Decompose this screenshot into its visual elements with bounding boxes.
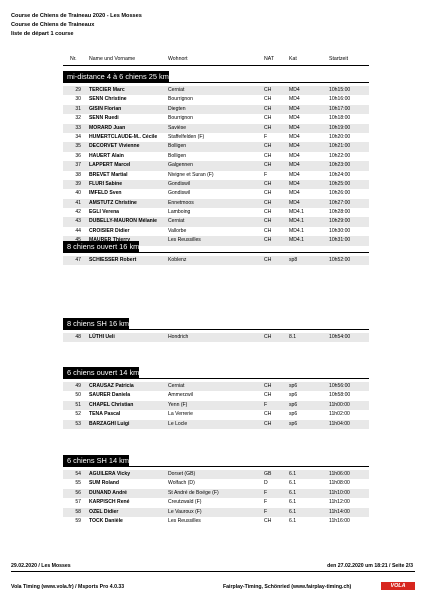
cell-name: BREVET Martial <box>89 171 128 178</box>
cell-nat: F <box>264 508 268 515</box>
cell-kat: 8.1 <box>289 334 297 340</box>
cell-kat: MD4.1 <box>289 237 305 244</box>
cell-nat: CH <box>264 190 272 197</box>
cell-kat: MD4 <box>289 152 300 159</box>
section-rule <box>63 82 369 83</box>
cell-name: SCHIESSER Robert <box>89 257 137 263</box>
section-rule <box>63 466 369 467</box>
cell-name: EGLI Verena <box>89 209 120 216</box>
cell-name: SENN Ruedi <box>89 115 119 122</box>
footer-date-place: 29.02.2020 / Les Mosses <box>11 563 71 569</box>
cell-nat: F <box>264 489 268 496</box>
cell-nr: 59 <box>75 517 81 524</box>
cell-nr: 56 <box>75 489 81 496</box>
table-row <box>63 517 369 526</box>
cell-nr: 57 <box>75 499 81 506</box>
cell-start: 10h25:00 <box>329 180 351 187</box>
cell-nat: CH <box>264 199 272 206</box>
cell-kat: MD4 <box>289 162 300 169</box>
cell-kat: MD4 <box>289 199 300 206</box>
cell-nat: CH <box>264 334 272 340</box>
section-rows <box>63 86 369 246</box>
cell-ort: Bolligen <box>168 152 187 159</box>
cell-start: 10h28:00 <box>329 209 351 216</box>
cell-ort: Hondrich <box>168 334 189 340</box>
cell-start: 11h16:00 <box>329 517 350 524</box>
cell-kat: MD4 <box>289 105 300 112</box>
cell-kat: 6.1 <box>289 480 297 487</box>
cell-name: OZEL Didier <box>89 508 119 515</box>
cell-nat: CH <box>264 180 272 187</box>
cell-start: 11h10:00 <box>329 489 350 496</box>
cell-name: MORARD Juan <box>89 124 126 131</box>
cell-name: DUBELLY-MAURON Mélanie <box>89 218 158 225</box>
table-row <box>63 479 369 488</box>
cell-ort: Cerniat <box>168 383 185 389</box>
cell-start: 10h56:00 <box>329 383 351 389</box>
cell-name: LÜTHI Ueli <box>89 334 115 340</box>
section-title: 8 chiens SH 16 km <box>63 318 129 329</box>
table-row <box>63 142 369 151</box>
footer-timestamp: den 27.02.2020 um 18:21 / Seite 2/3 <box>327 563 413 569</box>
cell-start: 10h22:00 <box>329 152 351 159</box>
cell-nr: 53 <box>75 420 81 427</box>
cell-nr: 51 <box>75 401 81 408</box>
cell-nr: 33 <box>75 124 81 131</box>
cell-start: 10h15:00 <box>329 87 351 93</box>
cell-ort: Cerniat <box>168 218 185 225</box>
cell-nr: 43 <box>75 218 81 225</box>
table-row <box>63 86 369 95</box>
cell-ort: La Verrerie <box>168 411 193 418</box>
cell-nat: CH <box>264 143 272 150</box>
table-row <box>63 410 369 419</box>
cell-start: 10h27:00 <box>329 199 351 206</box>
vola-logo: VOLA <box>381 582 415 590</box>
cell-name: BARZAGHI Luigi <box>89 420 130 427</box>
cell-ort: Le Vauroux (F) <box>168 508 202 515</box>
cell-nat: CH <box>264 383 272 389</box>
section-title: mi-distance 4 à 6 chiens 25 km <box>63 71 169 82</box>
cell-nat: CH <box>264 124 272 131</box>
cell-nat: CH <box>264 420 272 427</box>
cell-nr: 54 <box>75 471 81 477</box>
cell-kat: sp6 <box>289 411 298 418</box>
cell-nr: 30 <box>75 96 81 103</box>
section-rows <box>63 382 369 429</box>
cell-nr: 58 <box>75 508 81 515</box>
section-rule <box>63 252 369 253</box>
table-row <box>63 171 369 180</box>
cell-ort: Gondiswil <box>168 190 191 197</box>
cell-name: DECORVET Vivienne <box>89 143 140 150</box>
cell-start: 10h20:00 <box>329 133 351 140</box>
cell-name: IMFELD Sven <box>89 190 122 197</box>
cell-nr: 47 <box>75 257 81 263</box>
cell-name: LAPPERT Marcel <box>89 162 131 169</box>
table-row <box>63 470 369 479</box>
cell-nat: CH <box>264 162 272 169</box>
footer-timing-company: Fairplay-Timing, Schönried (www.fairplay-timing.ch) <box>223 584 352 590</box>
cell-start: 10h16:00 <box>329 96 351 103</box>
cell-kat: MD4 <box>289 96 300 103</box>
cell-start: 10h30:00 <box>329 227 351 234</box>
cell-nat: GB <box>264 471 272 477</box>
cell-start: 10h18:00 <box>329 115 351 122</box>
table-row <box>63 105 369 114</box>
column-header-nr: Nr. <box>70 56 77 62</box>
cell-start: 10h24:00 <box>329 171 351 178</box>
list-title: liste de départ 1 course <box>11 31 74 37</box>
cell-kat: 6.1 <box>289 517 297 524</box>
cell-kat: MD4 <box>289 115 300 122</box>
cell-name: KARPISCH René <box>89 499 130 506</box>
table-row <box>63 114 369 123</box>
cell-name: TERCIER Marc <box>89 87 125 93</box>
cell-nr: 48 <box>75 334 81 340</box>
table-row <box>63 124 369 133</box>
cell-ort: Les Reussilles <box>168 237 201 244</box>
cell-nr: 42 <box>75 209 81 216</box>
cell-start: 10h17:00 <box>329 105 351 112</box>
cell-ort: Dorset (GB) <box>168 471 196 477</box>
table-row <box>63 333 369 342</box>
cell-ort: Creutzwald (F) <box>168 499 202 506</box>
cell-nat: F <box>264 171 268 178</box>
cell-nat: F <box>264 133 268 140</box>
section-rows <box>63 470 369 526</box>
cell-start: 11h00:00 <box>329 401 350 408</box>
cell-name: GISIN Florian <box>89 105 122 112</box>
cell-start: 10h19:00 <box>329 124 351 131</box>
cell-name: AMSTUTZ Christine <box>89 199 137 206</box>
cell-kat: 6.1 <box>289 471 297 477</box>
cell-name: SENN Christine <box>89 96 127 103</box>
header-rule <box>63 65 369 66</box>
cell-name: CRAUSAZ Patricia <box>89 383 134 389</box>
cell-ort: Nivigne et Suran (F) <box>168 171 214 178</box>
cell-start: 10h23:00 <box>329 162 351 169</box>
cell-start: 10h52:00 <box>329 257 351 263</box>
cell-name: DUNAND André <box>89 489 128 496</box>
document-title: Course de Chiens de Traineau 2020 - Les Mosses <box>11 13 142 19</box>
cell-ort: Bourrignon <box>168 115 193 122</box>
cell-ort: Ennetmoos <box>168 199 194 206</box>
cell-name: SAURER Daniela <box>89 392 131 399</box>
cell-nr: 31 <box>75 105 81 112</box>
section-title: 6 chiens SH 14 km <box>63 455 129 466</box>
cell-name: TOCK Danièle <box>89 517 123 524</box>
cell-name: HUMERTCLAUDE-M.. Cécile <box>89 133 158 140</box>
cell-ort: Lamboing <box>168 209 191 216</box>
column-header-start: Startzeit <box>329 56 349 62</box>
cell-name: TENA Pascal <box>89 411 121 418</box>
cell-kat: MD4 <box>289 171 300 178</box>
cell-start: 11h12:00 <box>329 499 350 506</box>
cell-nr: 44 <box>75 227 81 234</box>
table-row <box>63 217 369 226</box>
cell-kat: MD4.1 <box>289 209 305 216</box>
cell-start: 11h06:00 <box>329 471 350 477</box>
footer-rule <box>11 571 415 572</box>
cell-nr: 34 <box>75 133 81 140</box>
section-title: 6 chiens ouvert 14 km <box>63 367 139 378</box>
cell-nat: F <box>264 499 268 506</box>
cell-kat: sp6 <box>289 401 298 408</box>
cell-start: 11h02:00 <box>329 411 350 418</box>
table-row <box>63 256 369 265</box>
cell-nat: CH <box>264 105 272 112</box>
cell-start: 10h58:00 <box>329 392 351 399</box>
table-row <box>63 401 369 410</box>
section-rows <box>63 256 369 265</box>
table-row <box>63 227 369 236</box>
section-title: 8 chiens ouvert 16 km <box>63 241 139 252</box>
cell-nat: CH <box>264 209 272 216</box>
cell-kat: MD4 <box>289 180 300 187</box>
cell-ort: Le Locle <box>168 420 188 427</box>
cell-name: CHAPEL Christian <box>89 401 134 408</box>
cell-ort: Galgennen <box>168 162 193 169</box>
cell-name: FLURI Sabine <box>89 180 123 187</box>
cell-ort: Ammerzwil <box>168 392 193 399</box>
cell-kat: MD4 <box>289 190 300 197</box>
cell-nat: CH <box>264 227 272 234</box>
table-row <box>63 189 369 198</box>
cell-kat: 6.1 <box>289 508 297 515</box>
table-row <box>63 391 369 400</box>
cell-nr: 49 <box>75 383 81 389</box>
table-row <box>63 95 369 104</box>
column-header-row <box>0 56 424 64</box>
cell-nr: 36 <box>75 152 81 159</box>
cell-kat: 6.1 <box>289 489 297 496</box>
table-row <box>63 180 369 189</box>
cell-nr: 38 <box>75 171 81 178</box>
cell-nat: CH <box>264 218 272 225</box>
section-rule <box>63 329 369 330</box>
cell-kat: sp6 <box>289 420 298 427</box>
cell-ort: Staffelfelden (F) <box>168 133 205 140</box>
table-row <box>63 420 369 429</box>
cell-start: 10h29:00 <box>329 218 351 225</box>
cell-start: 11h14:00 <box>329 508 350 515</box>
cell-ort: Cerniat <box>168 87 185 93</box>
cell-ort: Diegten <box>168 105 186 112</box>
cell-kat: MD4 <box>289 143 300 150</box>
cell-ort: Bourrignon <box>168 96 193 103</box>
footer-software: Vola Timing (www.vola.fr) / Msports Pro 4.0.33 <box>11 584 125 590</box>
cell-kat: MD4 <box>289 133 300 140</box>
cell-kat: 6.1 <box>289 499 297 506</box>
cell-nr: 37 <box>75 162 81 169</box>
cell-nr: 35 <box>75 143 81 150</box>
cell-start: 10h26:00 <box>329 190 351 197</box>
cell-ort: Savièse <box>168 124 187 131</box>
cell-name: CROISIER Didier <box>89 227 130 234</box>
cell-name: SUM Roland <box>89 480 119 487</box>
cell-nat: CH <box>264 115 272 122</box>
section-rows <box>63 333 369 342</box>
cell-ort: Koblenz <box>168 257 187 263</box>
cell-nat: D <box>264 480 268 487</box>
cell-kat: MD4 <box>289 124 300 131</box>
column-header-ort: Wohnort <box>168 56 188 62</box>
cell-start: 10h54:00 <box>329 334 351 340</box>
table-row <box>63 508 369 517</box>
cell-nr: 39 <box>75 180 81 187</box>
cell-ort: St André de Boëge (F) <box>168 489 219 496</box>
table-row <box>63 161 369 170</box>
cell-kat: MD4 <box>289 87 300 93</box>
cell-ort: Wolfach (D) <box>168 480 195 487</box>
cell-nat: F <box>264 401 268 408</box>
cell-name: AGUILERA Vicky <box>89 471 131 477</box>
table-row <box>63 498 369 507</box>
cell-nr: 29 <box>75 87 81 93</box>
cell-start: 10h31:00 <box>329 237 351 244</box>
cell-name: HAUERT Alain <box>89 152 124 159</box>
cell-kat: sp6 <box>289 392 298 399</box>
cell-nr: 50 <box>75 392 81 399</box>
cell-start: 11h04:00 <box>329 420 350 427</box>
cell-ort: Gondiswil <box>168 180 191 187</box>
cell-nat: CH <box>264 237 272 244</box>
cell-kat: sp6 <box>289 383 298 389</box>
cell-ort: Vallorbe <box>168 227 187 234</box>
cell-nr: 55 <box>75 480 81 487</box>
table-row <box>63 199 369 208</box>
cell-ort: Bolligen <box>168 143 187 150</box>
table-row <box>63 489 369 498</box>
column-header-nat: NAT <box>264 56 274 62</box>
cell-nat: CH <box>264 257 272 263</box>
cell-nat: CH <box>264 411 272 418</box>
table-row <box>63 382 369 391</box>
cell-nat: CH <box>264 96 272 103</box>
cell-nat: CH <box>264 392 272 399</box>
cell-kat: sp8 <box>289 257 298 263</box>
cell-nr: 40 <box>75 190 81 197</box>
cell-ort: Yenn (F) <box>168 401 188 408</box>
cell-start: 10h21:00 <box>329 143 351 150</box>
table-row <box>63 133 369 142</box>
table-row <box>63 152 369 161</box>
column-header-kat: Kat <box>289 56 297 62</box>
cell-start: 11h08:00 <box>329 480 350 487</box>
cell-nr: 52 <box>75 411 81 418</box>
cell-ort: Les Reussilles <box>168 517 201 524</box>
column-header-name: Name und Vorname <box>89 56 136 62</box>
document-subtitle: Course de Chiens de Traineaux <box>11 22 95 28</box>
cell-kat: MD4.1 <box>289 227 305 234</box>
cell-nr: 41 <box>75 199 81 206</box>
cell-nat: CH <box>264 517 272 524</box>
cell-kat: MD4.1 <box>289 218 305 225</box>
cell-nr: 32 <box>75 115 81 122</box>
cell-nat: CH <box>264 152 272 159</box>
cell-nat: CH <box>264 87 272 93</box>
section-rule <box>63 378 369 379</box>
table-row <box>63 208 369 217</box>
